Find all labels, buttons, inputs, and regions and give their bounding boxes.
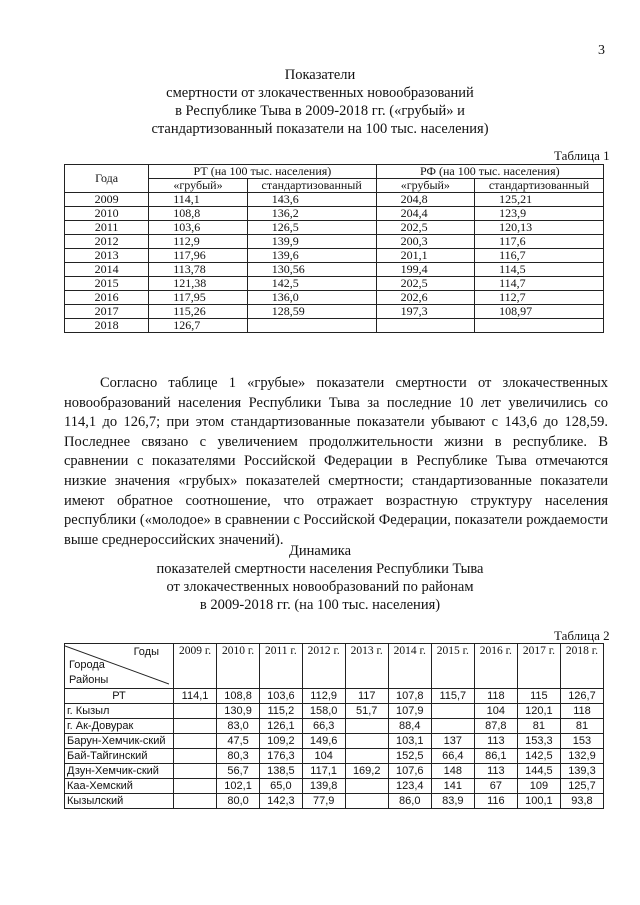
value-cell: 114,1 <box>174 689 217 704</box>
value-cell: 108,97 <box>475 305 604 319</box>
value-cell: 108,8 <box>217 689 260 704</box>
value-cell: 128,59 <box>247 305 376 319</box>
page-number: 3 <box>598 43 605 58</box>
value-cell <box>345 719 388 734</box>
value-cell: 153,3 <box>517 734 560 749</box>
year-header: 2010 г. <box>217 644 260 689</box>
sub-std-header: стандартизованный <box>247 179 376 193</box>
value-cell: 93,8 <box>560 794 603 809</box>
value-cell: 87,8 <box>474 719 517 734</box>
value-cell: 136,2 <box>247 207 376 221</box>
corner-districts: Районы <box>69 674 109 686</box>
value-cell: 47,5 <box>217 734 260 749</box>
district-name: Каа-Хемский <box>65 779 174 794</box>
value-cell: 100,1 <box>517 794 560 809</box>
table2-row <box>65 734 604 749</box>
value-cell: 152,5 <box>388 749 431 764</box>
value-cell: 115,2 <box>260 704 303 719</box>
value-cell: 80,0 <box>217 794 260 809</box>
value-cell: 104 <box>302 749 345 764</box>
heading-line: в Республике Тыва в 2009-2018 гг. («грубый» и <box>175 103 465 119</box>
value-cell: 123,9 <box>475 207 604 221</box>
table2-row <box>65 764 604 779</box>
table1-row <box>65 249 604 263</box>
value-cell: 143,6 <box>247 193 376 207</box>
value-cell: 201,1 <box>376 249 474 263</box>
value-cell: 130,9 <box>217 704 260 719</box>
value-cell <box>376 319 474 333</box>
district-name: Дзун-Хемчик-ский <box>65 764 174 779</box>
value-cell: 67 <box>474 779 517 794</box>
year-cell: 2018 <box>65 319 149 333</box>
value-cell: 144,5 <box>517 764 560 779</box>
group-rf-header: РФ (на 100 тыс. населения) <box>376 165 603 179</box>
value-cell <box>174 749 217 764</box>
value-cell: 120,13 <box>475 221 604 235</box>
value-cell: 112,7 <box>475 291 604 305</box>
value-cell: 104 <box>474 704 517 719</box>
value-cell: 149,6 <box>302 734 345 749</box>
value-cell: 107,6 <box>388 764 431 779</box>
value-cell: 51,7 <box>345 704 388 719</box>
value-cell <box>174 719 217 734</box>
heading-line: стандартизованный показатели на 100 тыс. населения) <box>151 121 489 137</box>
district-name: г. Ак-Довурак <box>65 719 174 734</box>
table2-row <box>65 704 604 719</box>
table2 <box>64 643 604 809</box>
value-cell: 115,26 <box>149 305 247 319</box>
value-cell: 117 <box>345 689 388 704</box>
year-header: 2016 г. <box>474 644 517 689</box>
value-cell: 120,1 <box>517 704 560 719</box>
value-cell: 116,7 <box>475 249 604 263</box>
year-cell: 2015 <box>65 277 149 291</box>
value-cell: 136,0 <box>247 291 376 305</box>
value-cell: 80,3 <box>217 749 260 764</box>
value-cell: 202,6 <box>376 291 474 305</box>
value-cell: 117,6 <box>475 235 604 249</box>
sub-crude-header: «грубый» <box>376 179 474 193</box>
value-cell: 142,5 <box>247 277 376 291</box>
sub-crude-header: «грубый» <box>149 179 247 193</box>
year-header: 2017 г. <box>517 644 560 689</box>
value-cell <box>475 319 604 333</box>
table1-row <box>65 291 604 305</box>
value-cell: 123,4 <box>388 779 431 794</box>
heading-line: от злокачественных новообразований по районам <box>166 579 474 595</box>
value-cell: 112,9 <box>149 235 247 249</box>
value-cell: 148 <box>431 764 474 779</box>
value-cell <box>345 734 388 749</box>
value-cell: 126,1 <box>260 719 303 734</box>
value-cell: 200,3 <box>376 235 474 249</box>
year-cell: 2009 <box>65 193 149 207</box>
value-cell: 141 <box>431 779 474 794</box>
value-cell: 56,7 <box>217 764 260 779</box>
year-cell: 2012 <box>65 235 149 249</box>
value-cell: 107,9 <box>388 704 431 719</box>
value-cell <box>247 319 376 333</box>
body-paragraph: Согласно таблице 1 «грубые» показатели смертности от злокачественных новообразований населения Республики Тыва за последние 10 лет увеличились со 114,1 до 126,7; при этом стандартизованные показатели убывают с 143,6 до 128,59. Последнее связано с увеличением продолжительности жизни в республике. В сравнении с показателями Российской Федерации в Республике Тыва отмечаются низкие значения «грубых» показателей смертности; стандартизованные показатели имеют обратное соотношение, что отражает возрастную структуру населения республики («молодое» в сравнении с Российской Федерации, показатели рождаемости выше среднероссийских значений). <box>64 375 608 548</box>
value-cell: 204,8 <box>376 193 474 207</box>
value-cell: 142,5 <box>517 749 560 764</box>
value-cell <box>345 749 388 764</box>
value-cell: 113,78 <box>149 263 247 277</box>
year-header: 2011 г. <box>260 644 303 689</box>
value-cell <box>431 719 474 734</box>
value-cell: 138,5 <box>260 764 303 779</box>
value-cell: 86,0 <box>388 794 431 809</box>
table2-row <box>65 779 604 794</box>
heading-line: смертности от злокачественных новообразований <box>166 85 474 101</box>
value-cell: 125,7 <box>560 779 603 794</box>
value-cell: 83,0 <box>217 719 260 734</box>
corner-years: Годы <box>133 646 159 658</box>
value-cell: 109 <box>517 779 560 794</box>
value-cell: 77,9 <box>302 794 345 809</box>
value-cell: 117,95 <box>149 291 247 305</box>
value-cell: 121,38 <box>149 277 247 291</box>
value-cell: 126,5 <box>247 221 376 235</box>
value-cell: 125,21 <box>475 193 604 207</box>
value-cell: 83,9 <box>431 794 474 809</box>
value-cell: 199,4 <box>376 263 474 277</box>
district-name: г. Кызыл <box>65 704 174 719</box>
value-cell: 153 <box>560 734 603 749</box>
value-cell: 137 <box>431 734 474 749</box>
table1-row <box>65 221 604 235</box>
value-cell: 115 <box>517 689 560 704</box>
table2-row <box>65 719 604 734</box>
value-cell: 107,8 <box>388 689 431 704</box>
district-name: Бай-Тайгинский <box>65 749 174 764</box>
table1-row <box>65 193 604 207</box>
table1-row <box>65 319 604 333</box>
value-cell: 142,3 <box>260 794 303 809</box>
value-cell: 115,7 <box>431 689 474 704</box>
heading-line: Показатели <box>284 67 356 83</box>
year-cell: 2011 <box>65 221 149 235</box>
year-cell: 2016 <box>65 291 149 305</box>
value-cell: 66,4 <box>431 749 474 764</box>
table2-row <box>65 749 604 764</box>
value-cell: 103,6 <box>260 689 303 704</box>
value-cell: 132,9 <box>560 749 603 764</box>
district-name: Барун-Хемчик-ский <box>65 734 174 749</box>
value-cell: 114,5 <box>475 263 604 277</box>
year-cell: 2013 <box>65 249 149 263</box>
year-cell: 2010 <box>65 207 149 221</box>
value-cell <box>345 794 388 809</box>
value-cell <box>174 764 217 779</box>
year-header: 2013 г. <box>345 644 388 689</box>
table1-row <box>65 305 604 319</box>
value-cell: 113 <box>474 764 517 779</box>
year-header: 2009 г. <box>174 644 217 689</box>
year-header: 2015 г. <box>431 644 474 689</box>
year-cell: 2014 <box>65 263 149 277</box>
value-cell <box>174 704 217 719</box>
table1-row <box>65 277 604 291</box>
value-cell: 158,0 <box>302 704 345 719</box>
district-name: РТ <box>65 689 174 704</box>
value-cell: 114,1 <box>149 193 247 207</box>
value-cell <box>174 734 217 749</box>
value-cell: 117,96 <box>149 249 247 263</box>
heading-line: показателей смертности населения Республики Тыва <box>156 561 484 577</box>
value-cell: 65,0 <box>260 779 303 794</box>
value-cell: 81 <box>517 719 560 734</box>
value-cell: 139,3 <box>560 764 603 779</box>
table2-label: Таблица 2 <box>554 628 610 643</box>
table2-row <box>65 689 604 704</box>
value-cell: 86,1 <box>474 749 517 764</box>
value-cell: 116 <box>474 794 517 809</box>
year-cell: 2017 <box>65 305 149 319</box>
value-cell <box>174 794 217 809</box>
value-cell: 204,4 <box>376 207 474 221</box>
value-cell: 81 <box>560 719 603 734</box>
value-cell: 117,1 <box>302 764 345 779</box>
corner-cities: Города <box>69 659 105 671</box>
table1-row <box>65 235 604 249</box>
value-cell: 118 <box>474 689 517 704</box>
value-cell <box>345 779 388 794</box>
sub-std-header: стандартизованный <box>475 179 604 193</box>
table2-row <box>65 794 604 809</box>
value-cell: 113 <box>474 734 517 749</box>
value-cell: 202,5 <box>376 221 474 235</box>
corner-header <box>65 644 174 689</box>
value-cell: 139,6 <box>247 249 376 263</box>
value-cell: 66,3 <box>302 719 345 734</box>
value-cell: 103,6 <box>149 221 247 235</box>
col-year-header: Года <box>65 165 149 193</box>
value-cell: 126,7 <box>149 319 247 333</box>
heading-line: Динамика <box>288 543 352 559</box>
value-cell: 109,2 <box>260 734 303 749</box>
group-rt-header: РТ (на 100 тыс. населения) <box>149 165 376 179</box>
value-cell: 139,9 <box>247 235 376 249</box>
table1-label: Таблица 1 <box>554 148 610 163</box>
value-cell: 103,1 <box>388 734 431 749</box>
table1 <box>64 164 604 333</box>
value-cell: 114,7 <box>475 277 604 291</box>
value-cell: 108,8 <box>149 207 247 221</box>
table1-heading <box>0 66 640 138</box>
value-cell: 169,2 <box>345 764 388 779</box>
table2-heading <box>0 542 640 614</box>
year-header: 2012 г. <box>302 644 345 689</box>
table1-row <box>65 263 604 277</box>
value-cell: 102,1 <box>217 779 260 794</box>
year-header: 2018 г. <box>560 644 603 689</box>
value-cell: 197,3 <box>376 305 474 319</box>
value-cell: 88,4 <box>388 719 431 734</box>
year-header: 2014 г. <box>388 644 431 689</box>
value-cell: 118 <box>560 704 603 719</box>
table1-row <box>65 207 604 221</box>
value-cell: 126,7 <box>560 689 603 704</box>
heading-line: в 2009-2018 гг. (на 100 тыс. населения) <box>199 597 441 613</box>
value-cell: 130,56 <box>247 263 376 277</box>
district-name: Кызылский <box>65 794 174 809</box>
value-cell <box>174 779 217 794</box>
value-cell: 176,3 <box>260 749 303 764</box>
value-cell: 202,5 <box>376 277 474 291</box>
value-cell: 112,9 <box>302 689 345 704</box>
value-cell: 139,8 <box>302 779 345 794</box>
value-cell <box>431 704 474 719</box>
